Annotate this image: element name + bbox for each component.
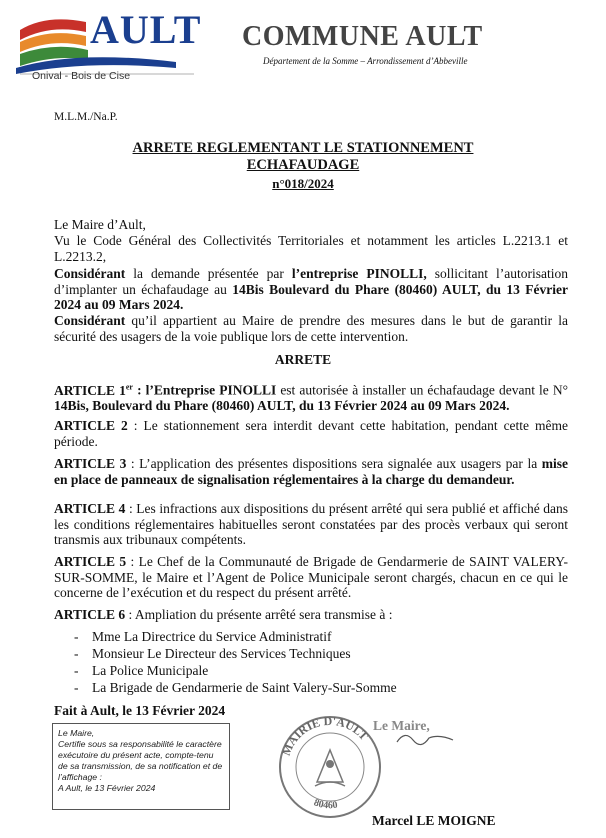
signature-scribble-icon (395, 728, 455, 748)
considerant-text: qu’il appartient au Maire de prendre des mesures dans le but de garantir la sécurité des usagers de la voie publique lors de cette intervention. (54, 313, 568, 344)
considerant-label: Considérant (54, 313, 126, 328)
document-title-line-2: ECHAFAUDAGE (246, 157, 360, 173)
list-item: - Mme La Directrice du Service Administratif (74, 628, 397, 645)
list-item: - La Brigade de Gendarmerie de Saint Valery-Sur-Somme (74, 679, 397, 696)
address-dates: 14Bis Boulevard du Phare (80460) AULT, du 13 Février 2024 au 09 Mars 2024. (54, 281, 568, 312)
article-label: ARTICLE 2 (54, 418, 128, 433)
considerant-text: sollicitant l’autorisation d’implanter un échafaudage au (54, 266, 568, 297)
article-text: : Les infractions aux dispositions du présent arrêté qui sera publié et affiché dans les conditions réglementaires habituelles seront constatées par des procès verbaux qui seront transmis aux tribunaux compétents. (54, 501, 569, 547)
certificate-title: Le Maire, (58, 728, 95, 738)
article-3 (54, 456, 568, 487)
document-title-line-1: ARRETE REGLEMENTANT LE STATIONNEMENT (132, 140, 474, 156)
ampliation-list (74, 628, 397, 696)
article-text: : Ampliation du présente arrêté sera transmise à : (125, 607, 393, 622)
article-bold: mise en place de panneaux de signalisation réglementaires à la charge du demandeur. (54, 456, 568, 487)
article-label: ARTICLE 3 (54, 456, 127, 471)
considerant-text: la demande présentée par (125, 266, 292, 281)
executory-certificate-box (52, 723, 230, 810)
place-date: Fait à Ault, le 13 Février 2024 (54, 703, 226, 718)
article-text: : Le stationnement sera interdit devant cette habitation, pendant cette même période. (54, 418, 569, 449)
article-label: ARTICLE 4 (54, 501, 126, 516)
considerant-label: Considérant (54, 266, 126, 281)
ault-logo (16, 7, 202, 88)
company-name: l’entreprise PINOLLI, (291, 266, 427, 281)
arrete-heading: ARRETE (274, 352, 332, 367)
article-text: est autorisée à installer un échafaudage devant le N° (276, 382, 568, 398)
article-5 (54, 554, 568, 601)
article-6 (54, 607, 568, 623)
seal-icon (275, 712, 385, 822)
logo-wordmark: AULT (90, 7, 202, 52)
article-text: : L’application des présentes dispositions sera signalée aux usagers par la (126, 456, 542, 471)
certificate-date: A Ault, le 13 Février 2024 (58, 783, 156, 793)
certificate-text: Certifie sous sa responsabilité le caractère exécutoire du présent acte, compte-tenu de sa transmission, de sa notification et de l’affichage : (58, 739, 223, 782)
list-item: - La Police Municipale (74, 662, 397, 679)
article-label: ARTICLE 1er (54, 382, 133, 398)
article-label: ARTICLE 6 (54, 607, 126, 622)
preamble-vu: Vu le Code Général des Collectivités Territoriales et notamment les articles L.2213.1 et L.2213.2, (54, 233, 568, 264)
maire-name: Marcel LE MOIGNE (372, 813, 496, 828)
svg-text:MAIRIE D'AULT: MAIRIE D'AULT (278, 713, 372, 758)
reference-code: M.L.M./Na.P. (54, 111, 118, 123)
commune-subtitle: Département de la Somme – Arrondissement d’Abbeville (263, 56, 468, 66)
logo-tagline: Onival - Bois de Cise (32, 70, 131, 82)
article-bold: : l’Entreprise PINOLLI (132, 382, 277, 398)
article-4 (54, 501, 568, 548)
maire-title: Le Maire, (373, 718, 430, 733)
commune-title: COMMUNE AULT (242, 21, 483, 52)
article-1 (54, 379, 568, 414)
preamble-considerant-2 (54, 313, 568, 344)
article-text: : Le Chef de la Communauté de Brigade de Gendarmerie de SAINT VALERY-SUR-SOMME, le Maire et l’Agent de Police Municipale seront chargés, chacun en ce qui le concerne de l’exécution et du respect du présent arrêté. (54, 554, 568, 600)
preamble-maire: Le Maire d’Ault, (54, 217, 146, 232)
document-number: n°018/2024 (272, 176, 334, 191)
article-label: ARTICLE 5 (54, 554, 127, 569)
mairie-seal-stamp (275, 712, 385, 822)
svg-text:80460: 80460 (312, 797, 339, 812)
preamble-considerant-1 (54, 266, 568, 313)
article-bold: 14Bis, Boulevard du Phare (80460) AULT, du 13 Février 2024 au 09 Mars 2024. (54, 398, 510, 413)
article-2 (54, 418, 568, 449)
list-item: - Monsieur Le Directeur des Services Techniques (74, 645, 397, 662)
